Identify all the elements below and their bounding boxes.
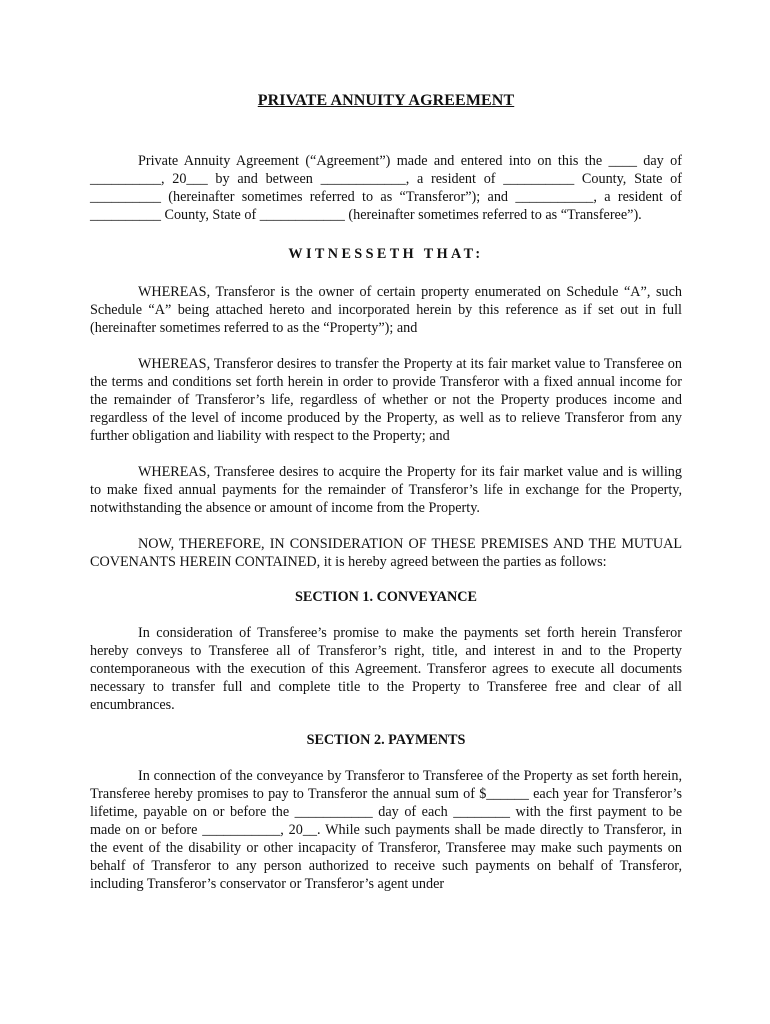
witnesseth-heading: WITNESSETH THAT: <box>288 246 484 262</box>
section-1-body: In consideration of Transferee’s promise to make the payments set forth herein Transferor hereby conveys to Transferee all of Transferor’s right, title, and interest in and to the Property contemporaneous with the execution of this Agreement. Transferor agrees to execute all documents necessary to transfer full and complete title to the Property to Transferee free and clear of all encumbrances. <box>90 625 682 713</box>
whereas-paragraph-3: WHEREAS, Transferee desires to acquire the Property for its fair market value and is willing to make fixed annual payments for the remainder of Transferor’s life in exchange for the Property, notwithstanding the absence or amount of income from the Property. <box>90 464 682 516</box>
section-2-heading: SECTION 2. PAYMENTS <box>306 732 466 748</box>
intro-paragraph: Private Annuity Agreement (“Agreement”) made and entered into on this the ____ day of __________, 20___ by and between ____________, a resident of __________ County, State of __________ (hereinafter sometimes referred to as “Transferor”); and ___________, a resident of __________ County, State of ____________ (hereinafter sometimes referred to as “Transferee”). <box>90 153 682 223</box>
whereas-paragraph-1: WHEREAS, Transferor is the owner of certain property enumerated on Schedule “A”, such Schedule “A” being attached hereto and incorporated herein by this reference as if set out in full (hereinafter sometimes referred to as the “Property”); and <box>90 284 682 336</box>
whereas-paragraph-2: WHEREAS, Transferor desires to transfer the Property at its fair market value to Transferee on the terms and conditions set forth herein in order to provide Transferor with a fixed annual income for the remainder of Transferor’s life, regardless of whether or not the Property produces income and regardless of the level of income produced by the Property, as well as to relieve Transferor from any further obligation and liability with respect to the Property; and <box>90 356 682 444</box>
document-page <box>90 92 682 893</box>
document-title: PRIVATE ANNUITY AGREEMENT <box>257 92 515 109</box>
now-therefore-paragraph: NOW, THEREFORE, IN CONSIDERATION OF THESE PREMISES AND THE MUTUAL COVENANTS HEREIN CONTAINED, it is hereby agreed between the parties as follows: <box>90 536 682 570</box>
section-2-body: In connection of the conveyance by Transferor to Transferee of the Property as set forth herein, Transferee hereby promises to pay to Transferor the annual sum of $______ each year for Transferor’s lifetime, payable on or before the ___________ day of each ________ with the first payment to be made on or before ___________, 20__. While such payments shall be made directly to Transferor, in the event of the disability or other incapacity of Transferor, Transferee may make such payments on behalf of Transferor to any person authorized to receive such payments on behalf of Transferor, including Transferor’s conservator or Transferor’s agent under <box>90 768 682 892</box>
section-1-heading: SECTION 1. CONVEYANCE <box>295 589 477 605</box>
